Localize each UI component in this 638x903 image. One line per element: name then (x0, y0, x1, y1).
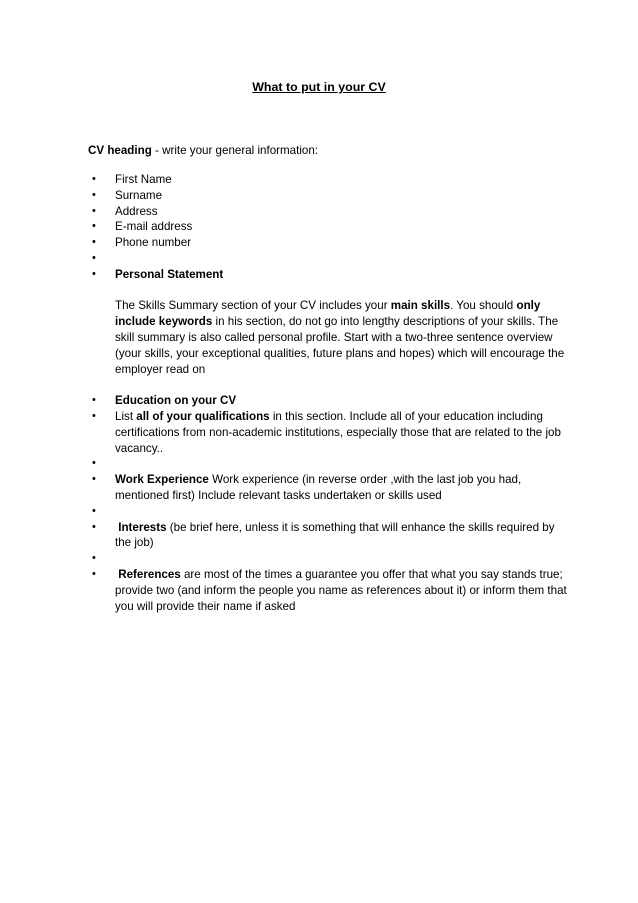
bullet-icon: • (92, 567, 96, 580)
list-item-education (88, 393, 568, 409)
interests-label: Interests (118, 520, 167, 534)
list-item-first-name (88, 172, 568, 188)
item-text: Address (115, 204, 158, 218)
list-item-email (88, 219, 568, 235)
edu-text-1: List (115, 409, 137, 423)
list-item-empty (88, 551, 568, 567)
cv-content-list (88, 172, 568, 614)
personal-statement-label: Personal Statement (115, 267, 224, 281)
list-item-surname (88, 188, 568, 204)
edu-bold-qualifications: all of your qualifications (136, 409, 270, 423)
education-label: Education on your CV (115, 394, 237, 408)
bullet-icon: • (92, 251, 96, 264)
references-label: References (118, 567, 181, 581)
bullet-icon: • (92, 204, 96, 217)
bullet-icon: • (92, 188, 96, 201)
bullet-icon: • (92, 220, 96, 233)
personal-statement-paragraph (88, 298, 568, 377)
item-text: First Name (115, 173, 172, 186)
work-text: Work experience (in reverse order ,with the last job you had, mentioned first) Include relevant tasks undertaken or skills used (115, 473, 522, 502)
ps-text-2: . You should (450, 299, 517, 313)
bullet-icon: • (92, 520, 96, 533)
item-text: E-mail address (115, 220, 193, 234)
bullet-icon: • (92, 457, 96, 470)
work-label: Work Experience (115, 473, 209, 487)
list-item-work-experience (88, 472, 568, 504)
bullet-icon: • (92, 504, 96, 517)
ps-bold-only-keywords: only include keywords (115, 299, 541, 329)
bullet-icon: • (92, 473, 96, 486)
cv-heading-label: CV heading (88, 144, 152, 157)
cv-heading-text: - write your general information: (151, 144, 319, 157)
list-item-phone (88, 235, 568, 251)
bullet-icon: • (92, 267, 96, 280)
bullet-icon: • (92, 173, 96, 185)
list-item-education-detail (88, 409, 568, 456)
bullet-icon: • (92, 394, 96, 407)
document-title: What to put in your CV (252, 80, 386, 94)
edu-text-2: in this section. Include all of your education including certifications from non-academic institutions, especially those that are related to the job vacancy.. (115, 409, 561, 455)
list-item-empty (88, 456, 568, 472)
ps-text-3: in his section, do not go into lengthy descriptions of your skills. The skill summary is also called personal profile. Start with a two-three sentence overview (your skills, your exceptional qualities, future plans and hopes) which will encourage the employer read on (115, 315, 565, 376)
item-text: Surname (115, 188, 163, 202)
bullet-icon: • (92, 236, 96, 249)
list-item-empty (88, 504, 568, 520)
spacer (88, 283, 568, 299)
references-text: are most of the times a guarantee you offer that what you say stands true; provide two (and inform the people you name as references about it) or inform them that you will provide their name if asked (115, 567, 567, 613)
bullet-icon: • (92, 552, 96, 565)
ps-bold-main-skills: main skills (390, 299, 451, 313)
list-item-empty (88, 251, 568, 267)
interests-text: (be brief here, unless it is something that will enhance the skills required by the job) (115, 520, 555, 550)
item-text: Phone number (115, 236, 192, 250)
list-item-references (88, 567, 568, 614)
spacer (88, 377, 568, 393)
ps-text-1: The Skills Summary section of your CV includes your (115, 299, 391, 313)
cv-heading-line (88, 143, 568, 159)
list-item-interests (88, 520, 568, 552)
list-item-personal-statement (88, 267, 568, 283)
bullet-icon: • (92, 409, 96, 422)
list-item-address (88, 204, 568, 220)
